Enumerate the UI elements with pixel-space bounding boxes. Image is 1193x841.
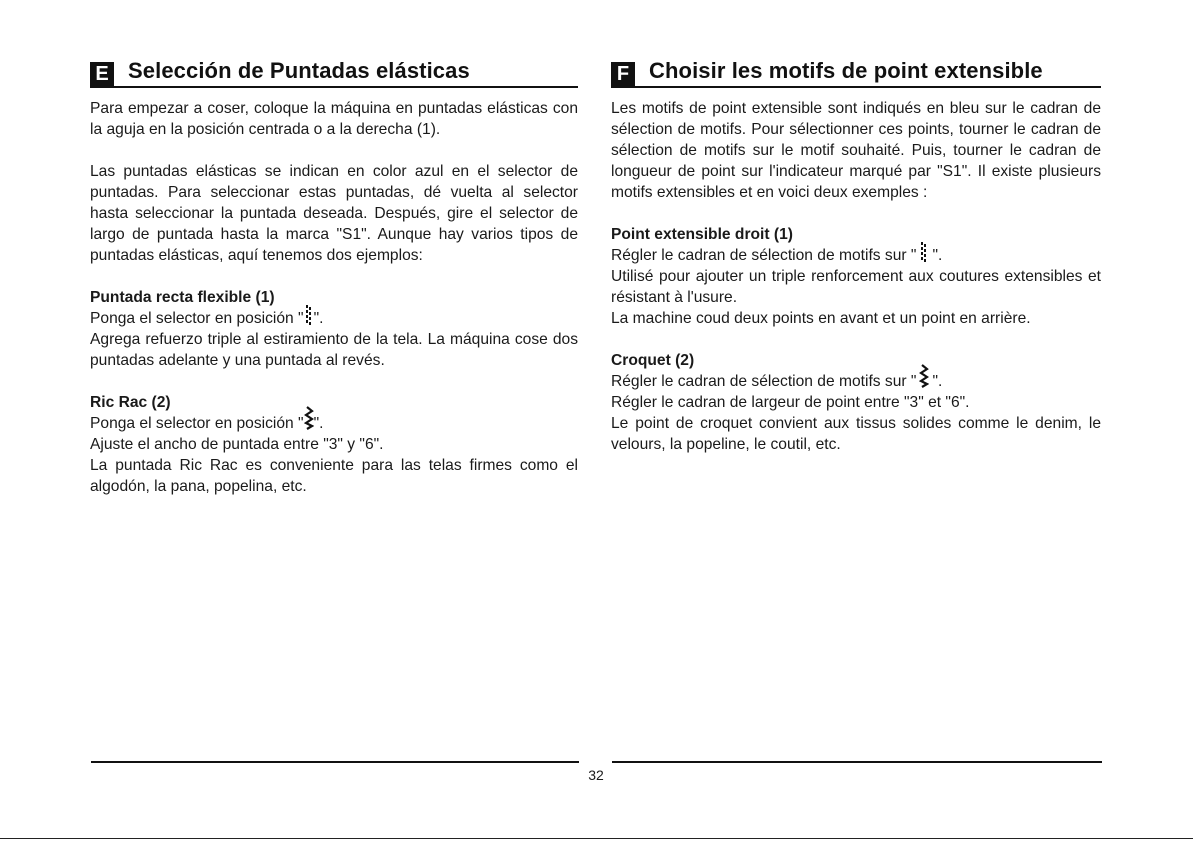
french-straight-heading: Point extensible droit (1) [611, 226, 793, 243]
french-croquet-width: Régler le cadran de largeur de point entre "3" et "6". [611, 394, 970, 411]
footer-rule-left [91, 761, 579, 763]
spanish-ricrac-width: Ajuste el ancho de puntada entre "3" y "6". [90, 436, 384, 453]
spanish-intro: Para empezar a coser, coloque la máquina en puntadas elásticas con la aguja en la posición centrada o a la derecha (1). [90, 100, 578, 138]
position-prefix: Régler le cadran de sélection de motifs sur " [611, 373, 917, 390]
section-badge-e: E [90, 62, 114, 86]
footer-rule-right [612, 761, 1102, 763]
spanish-ricrac-description: La puntada Ric Rac es conveniente para las telas firmes como el algodón, la pana, popelina, etc. [90, 457, 578, 495]
spanish-header [90, 56, 578, 88]
section-badge-f: F [611, 62, 635, 86]
position-prefix: Ponga el selector en posición " [90, 415, 304, 432]
french-title: Choisir les motifs de point extensible [649, 58, 1043, 83]
spanish-straight-position [90, 308, 578, 329]
position-prefix: Régler le cadran de sélection de motifs sur " [611, 247, 917, 264]
french-straight-position [611, 245, 1101, 266]
french-croquet-position [611, 371, 1101, 392]
spanish-straight-heading: Puntada recta flexible (1) [90, 289, 275, 306]
french-intro: Les motifs de point extensible sont indiqués en bleu sur le cadran de sélection de motifs. Pour sélectionner ces points, tourner le cadran de sélection de motifs sur le motif souhaité. Puis, tourner le cadran de longueur de point sur l'indicateur marqué par "S1". Il existe plusieurs motifs extensibles et en voici deux exemples : [611, 100, 1101, 201]
position-suffix: ". [932, 247, 943, 264]
ric-rac-stitch-icon [919, 364, 929, 388]
page-number: 32 [588, 767, 604, 783]
french-header [611, 56, 1101, 88]
french-section [611, 56, 1101, 455]
french-straight-use: Utilisé pour ajouter un triple renforcement aux coutures extensibles et résistant à l'usure. [611, 268, 1101, 306]
french-croquet-description: Le point de croquet convient aux tissus solides comme le denim, le velours, la popeline, le coutil, etc. [611, 415, 1101, 453]
spanish-ricrac-heading: Ric Rac (2) [90, 394, 171, 411]
spanish-blue-paragraph: Las puntadas elásticas se indican en color azul en el selector de puntadas. Para seleccionar estas puntadas, dé vuelta al selector hasta seleccionar la puntada deseada. Después, gire el selector de largo de puntada hasta la marca "S1". Aunque hay varios tipos de puntadas elásticas, aquí tenemos dos ejemplos: [90, 163, 578, 264]
position-suffix: ". [313, 310, 324, 327]
position-prefix: Ponga el selector en posición " [90, 310, 304, 327]
spanish-ricrac-position [90, 413, 578, 434]
spanish-section [90, 56, 578, 497]
position-suffix: ". [932, 373, 943, 390]
position-suffix: ". [313, 415, 324, 432]
triple-straight-stitch-icon [306, 305, 312, 327]
french-straight-description: La machine coud deux points en avant et un point en arrière. [611, 310, 1031, 327]
page-bottom-edge [0, 838, 1193, 839]
spanish-straight-description: Agrega refuerzo triple al estiramiento de la tela. La máquina cose dos puntadas adelante y una puntada al revés. [90, 331, 578, 369]
ric-rac-stitch-icon [304, 406, 314, 430]
spanish-title: Selección de Puntadas elásticas [128, 58, 470, 83]
triple-straight-stitch-icon [921, 242, 927, 264]
french-croquet-heading: Croquet (2) [611, 352, 695, 369]
